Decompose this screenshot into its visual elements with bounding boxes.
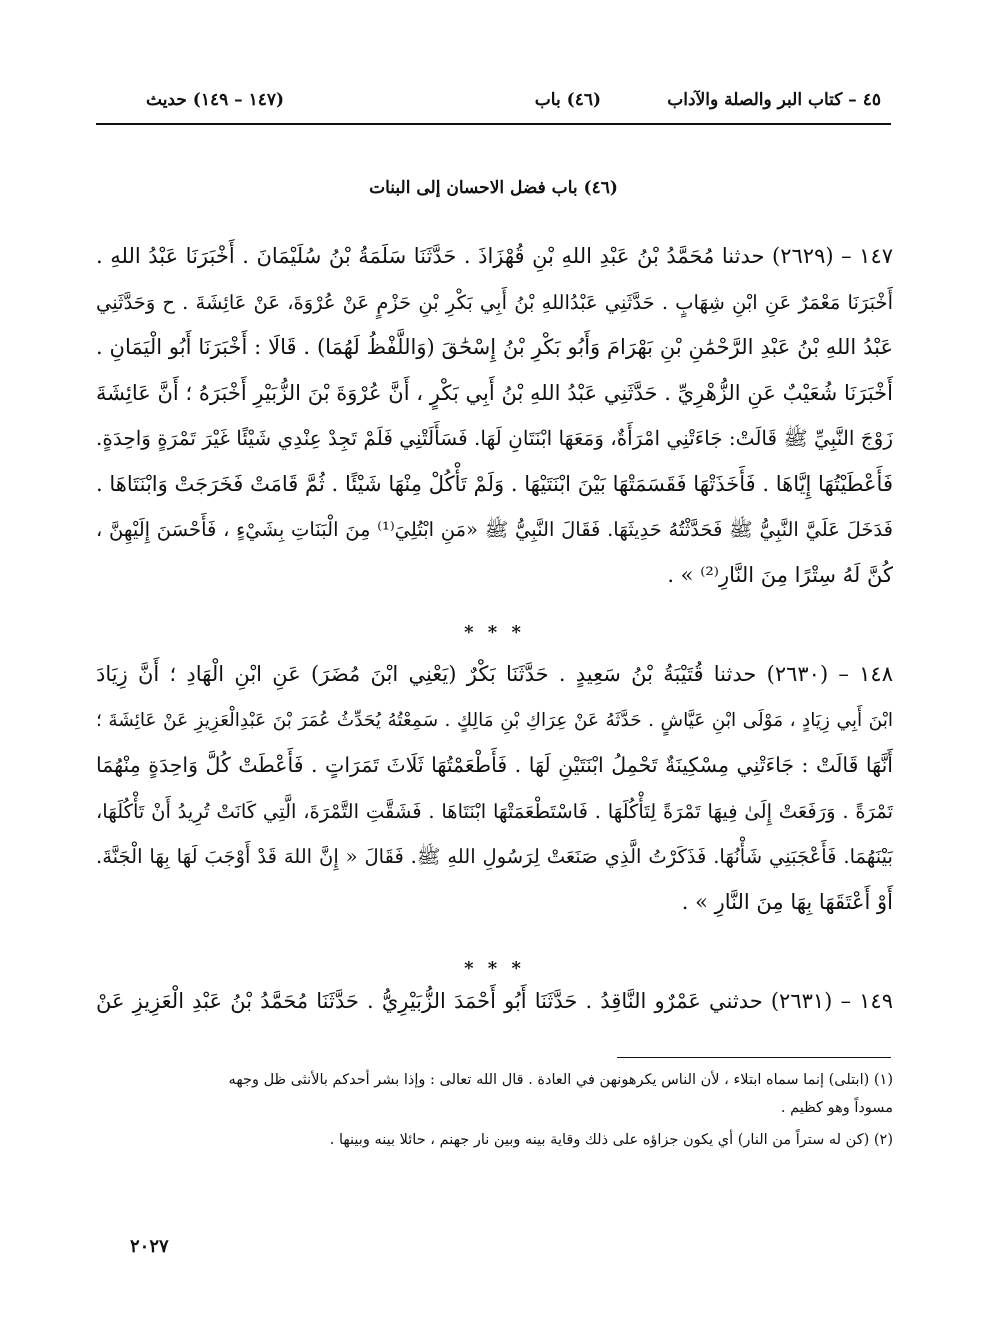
chapter-title: (٤٦) باب فضل الاحسان إلى البنات <box>369 178 618 198</box>
hadith-149 <box>96 979 893 1025</box>
text-line: أَخْبَرَنَا شُعَيْبٌ عَنِ الزُّهْرِيِّ . حَدَّثَنِي عَبْدُ اللهِ بْنُ أَبِي بَكْرٍ ، أَنَّ عُرْوَةَ بْنَ الزُّبَيْرِ أَخْبَرَهُ ؛ أَنَّ عَائِشَةَ <box>96 380 893 405</box>
hadith-148 <box>96 652 893 925</box>
header-chapter: (٤٦) باب <box>534 90 601 110</box>
header-hadith-range: (١٤٧ – ١٤٩) حديث <box>146 90 285 110</box>
footnote-rule <box>617 1057 891 1058</box>
header-rule <box>96 123 891 125</box>
section-separator: * * * <box>464 958 525 979</box>
text-line: ١٤٩ – (٢٦٣١) حدثني عَمْرٌو النَّاقِدُ . حَدَّثَنَا أَبُو أَحْمَدَ الزُّبَيْرِيُّ . حَدَّثَنَا مُحَمَّدُ بْنُ عَبْدِ الْعَزِيزِ عَنْ <box>96 989 893 1013</box>
header-book-title: ٤٥ – كتاب البر والصلة والآداب <box>667 90 881 110</box>
text-line: أَخْبَرَنَا مَعْمَرٌ عَنِ ابْنِ شِهَابٍ . حَدَّثَنِي عَبْدُاللهِ بْنُ أَبِي بَكْرِ بْنِ حَزْمٍ عَنْ عُرْوَةَ، عَنْ عَائِشَةَ . ح وَحَدَّثَنِي <box>96 290 893 314</box>
text-line: فَأَعْطَيْتُهَا إِيَّاهَا . فَأَخَذَتْهَا فَقَسَمَتْهَا بَيْنَ ابْنَتَيْهَا . وَلَمْ تَأْكُلْ مِنْهَا شَيْئًا . ثُمَّ قَامَتْ فَخَرَجَتْ وَابْنَتَاهَا . <box>96 471 893 496</box>
text-line: زَوْجَ النَّبِيِّ ﷺ قَالَتْ: جَاءَتْنِي امْرَأَةٌ، وَمَعَهَا ابْنَتَانِ لَهَا. فَسَأَلَتْنِي فَلَمْ تَجِدْ عِنْدِي شَيْئًا غَيْرَ تَمْرَةٍ وَاحِدَةٍ. <box>96 426 893 450</box>
text-line: أَوْ أَعْتَقَهَا بِهَا مِنَ النَّارِ » . <box>681 889 893 914</box>
text-line: بَيْنَهُمَا. فَأَعْجَبَنِي شَأْنُهَا. فَذَكَرْتُ الَّذِي صَنَعَتْ لِرَسُولِ اللهِ ﷺ. فَقَالَ « إِنَّ اللهَ قَدْ أَوْجَبَ لَهَا بِهَا الْجَنَّةَ. <box>96 845 893 868</box>
text-line: ١٤٧ – (٢٦٢٩) حدثنا مُحَمَّدُ بْنُ عَبْدِ اللهِ بْنِ قُهْزَاذَ . حَدَّثَنَا سَلَمَةُ بْنُ سُلَيْمَانَ . أَخْبَرَنَا عَبْدُ اللهِ . <box>96 244 894 268</box>
section-separator: * * * <box>464 622 525 643</box>
footnote-1-continued: مسوداً وهو كظيم . <box>780 1100 893 1116</box>
text-line: تَمْرَةً . وَرَفَعَتْ إِلَىٰ فِيهَا تَمْرَةً لِتَأْكُلَهَا . فَاسْتَطْعَمَتْهَا ابْنَتَاهَا . فَشَقَّتِ التَّمْرَةَ، الَّتِي كَانَتْ تُرِيدُ أَنْ تَأْكُلَهَا، <box>96 799 894 823</box>
text-line: كُنَّ لَهُ سِتْرًا مِنَ النَّارِ⁽²⁾ » . <box>667 562 893 587</box>
text-line: عَبْدُ اللهِ بْنُ عَبْدِ الرَّحْمَٰنِ بْنِ بَهْرَامَ وَأَبُو بَكْرِ بْنُ إِسْحَٰقَ (وَاللَّفْظُ لَهُمَا) . قَالَا : أَخْبَرَنَا أَبُو الْيَمَانِ . <box>96 335 893 359</box>
running-header <box>96 84 891 124</box>
footnote-2: (٢) (كن له ستراً من النار) أي يكون جزاؤه على ذلك وقاية بينه وبين نار جهنم ، حائلا بينه وبينها . <box>329 1132 893 1148</box>
footnote-1: (١) (ابتلى) إنما سماه ابتلاء ، لأن الناس يكرهونهن في العادة . قال الله تعالى : وإذا بشر أحدكم بالأنثى ظل وجهه <box>228 1072 893 1088</box>
text-line: ابْنَ أَبِي زِيَادٍ ، مَوْلَى ابْنِ عَيَّاشٍ . حَدَّثَهُ عَنْ عِرَاكِ بْنِ مَالِكٍ . سَمِعْتُهُ يُحَدِّثُ عُمَرَ بْنَ عَبْدِالْعَزِيزِ عَنْ عَائِشَةَ ؛ <box>96 709 893 731</box>
footnotes <box>96 1066 893 1154</box>
hadith-147 <box>96 234 893 598</box>
text-line: فَدَخَلَ عَلَيَّ النَّبِيُّ ﷺ فَحَدَّثْتُهُ حَدِيثَهَا. فَقَالَ النَّبِيُّ ﷺ «مَنِ ابْتُلِيَ⁽¹⁾ مِنَ الْبَنَاتِ بِشَيْءٍ ، فَأَحْسَنَ إِلَيْهِنَّ ، <box>96 518 893 541</box>
text-line: ١٤٨ – (٢٦٣٠) حدثنا قُتَيْبَةُ بْنُ سَعِيدٍ . حَدَّثَنَا بَكْرٌ (يَعْنِي ابْنَ مُضَرَ) عَنِ ابْنِ الْهَادِ ؛ أَنَّ زِيَادَ <box>96 662 893 686</box>
page-number: ٢٠٢٧ <box>130 1236 169 1257</box>
text-line: أَنَّهَا قَالَتْ : جَاءَتْنِي مِسْكِينَةٌ تَحْمِلُ ابْنَتَيْنِ لَهَا . فَأَطْعَمْتُهَا ثَلَاثَ تَمَرَاتٍ . فَأَعْطَتْ كُلَّ وَاحِدَةٍ مِنْهُمَا <box>96 753 893 777</box>
